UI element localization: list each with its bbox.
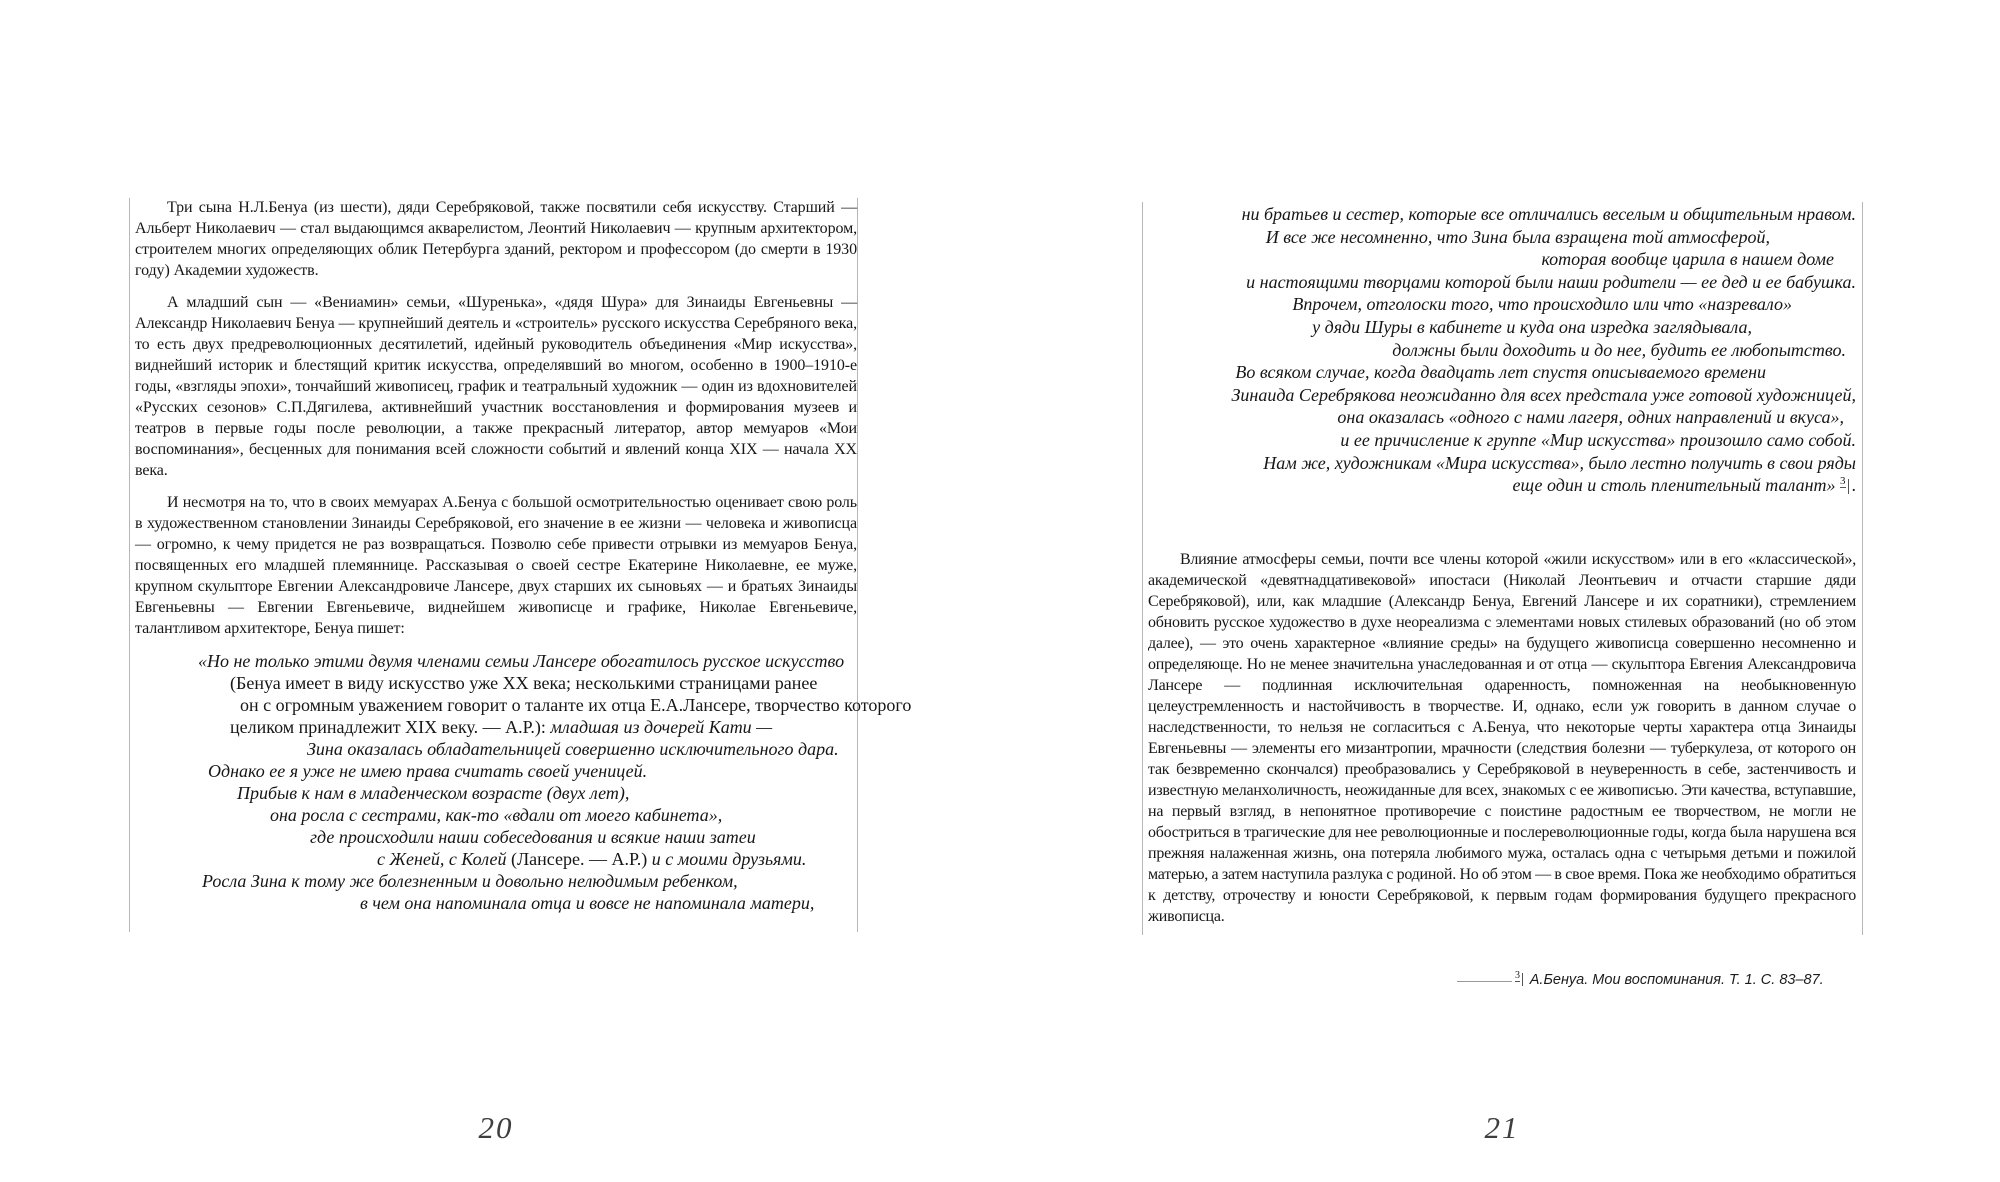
quote-line bbox=[230, 716, 857, 738]
footnote-text: А.Бенуа. Мои воспоминания. Т. 1. С. 83–87. bbox=[1529, 972, 1824, 988]
quote-segment-italic: Росла Зина к тому же болезненным и довольно нелюдимым ребенком, bbox=[202, 871, 738, 891]
column-rule-left-page-right bbox=[857, 198, 858, 932]
quote-segment-italic: и настоящими творцами которой были наши родители — ее дед и ее бабушка. bbox=[1246, 271, 1856, 292]
quote-line bbox=[198, 650, 857, 672]
column-rule-right-page-right bbox=[1862, 202, 1863, 935]
quote-segment-italic: она росла с сестрами, как-то «вдали от моего кабинета», bbox=[270, 805, 723, 825]
quote-line bbox=[1148, 203, 1856, 226]
quote-segment-italic: еще один и столь пленительный талант» bbox=[1512, 475, 1840, 496]
quote-line bbox=[1148, 429, 1856, 452]
column-rule-left-page-left bbox=[129, 198, 130, 932]
quote-line bbox=[377, 848, 857, 870]
benua-quote-block-right bbox=[1148, 203, 1856, 497]
paragraph-alexander-benua: А младший сын — «Вениамин» семьи, «Шуренька», «дядя Шура» для Зинаиды Евгеньевны — Александр Николаевич Бенуа — крупнейший деятель и «строитель» русского искусства Серебряного века, то есть двух предреволюционных десятилетий, идейный руководитель объединения «Мир искусства», виднейший историк и блестящий критик искусства, определявший во многом, особенно в 1900–1910-е годы, «взгляды эпохи», тончайший живописец, график и театральный художник — один из вдохновителей «Русских сезонов» С.П.Дягилева, активнейший участник восстановления и формирования музеев и театров в первые годы после революции, а также прекрасный литератор, автор мемуаров «Мои воспоминания», бесценных для понимания всей сложности событий и явлений конца XIX — начала XX века. bbox=[135, 294, 857, 479]
footnote-marker-bar bbox=[1522, 973, 1523, 986]
quote-line bbox=[310, 826, 857, 848]
quote-segment-italic: должны были доходить и до нее, будить ее любопытство. bbox=[1392, 339, 1846, 360]
quote-segment-italic: она оказалась «одного с нами лагеря, одних направлений и вкуса», bbox=[1337, 407, 1844, 428]
benua-quote-block-left bbox=[135, 650, 912, 914]
quote-line bbox=[1148, 361, 1766, 384]
quote-line bbox=[360, 892, 857, 914]
quote-segment-italic: с Женей, с Колей bbox=[377, 849, 511, 869]
quote-segment-italic: Во всяком случае, когда двадцать лет спустя описываемого времени bbox=[1235, 362, 1766, 383]
quote-segment-roman: он с огромным уважением говорит о таланте их отца Е.А.Лансере, творчество которого bbox=[240, 695, 912, 715]
quote-segment-roman: (Лансере. — А.Р.) bbox=[510, 849, 648, 869]
quote-line bbox=[1148, 384, 1856, 407]
paragraph-family-influence: Влияние атмосферы семьи, почти все члены которой «жили искусством» или в его «классической», академической «девятнадцативековой» ипостаси (Николай Леонтьевич и отчасти старшие дяди Серебряковой), или, как младшие (Александр Бенуа, Евгений Лансере и их соратники), стремлением обновить русское художество в духе неореализма с элементами новых стилевых образований (но об этом далее), — это очень характерное «влияние среды» на будущего живописца совершенно несомненно и определяюще. Но не менее значительна унаследованная и от отца — скульптора Евгения Александровича Лансере — подлинная исключительная одаренность, помноженная на необыкновенную целеустремленность и настойчивость в творчестве. И, однако, если уж говорить в данном случае о наследственности, то нельзя не согласиться с А.Бенуа, что некоторые черты характера отца Зинаиды Евгеньевны — элементы его мизантропии, мрачности (следствия болезни — туберкулеза, от которого он так безвременно скончался) преобразовались у Серебряковой в неуверенность в себе, застенчивость и известную меланхоличность, неожиданные для всех, знакомых с ее живописью. Эти качества, вступавшие, на первый взгляд, в непонятное противоречие с поистине радостным ее творчеством, не могли не обостриться в трагические для нее революционные и послереволюционные годы, когда была нарушена вся прежняя налаженная жизнь, она потеряла любимого мужа, осталась одна с четырьмя детьми и пожилой матерью, а затем наступила разлука с родиной. Но об этом — в свое время. Пока же необходимо обратиться к детству, отрочеству и юности Серебряковой, к первым годам формирования будущего прекрасного живописца. bbox=[1148, 550, 1856, 925]
quote-segment-italic: в чем она напоминала отца и вовсе не напоминала матери, bbox=[360, 893, 815, 913]
quote-segment-italic: и ее причисление к группе «Мир искусства» произошло само собой. bbox=[1340, 429, 1856, 450]
quote-segment-italic: Впрочем, отголоски того, что происходило или что «назревало» bbox=[1292, 294, 1792, 315]
quote-line bbox=[1148, 474, 1856, 497]
quote-line bbox=[307, 738, 857, 760]
page-21-text-column bbox=[1148, 203, 1856, 938]
quote-segment-italic: «Но не только этими двумя членами семьи Лансере обогатилось русское искусство bbox=[198, 651, 845, 671]
page-20-text-column bbox=[135, 197, 912, 914]
quote-segment-italic: ни братьев и сестер, которые все отличались веселым и общительным нравом. bbox=[1241, 204, 1856, 224]
quote-line bbox=[202, 870, 857, 892]
quote-segment-italic: младшая из дочерей Кати — bbox=[550, 717, 773, 737]
quote-segment-roman: (Бенуа имеет в виду искусство уже XX века; несколькими страницами ранее bbox=[230, 673, 818, 693]
quote-segment-italic: Зинаида Серебрякова неожиданно для всех предстала уже готовой художницей, bbox=[1231, 384, 1856, 405]
quote-segment-italic: Однако ее я уже не имею права считать своей ученицей. bbox=[208, 761, 648, 781]
footnote-marker: 3 bbox=[1515, 970, 1520, 981]
quote-line bbox=[208, 760, 857, 782]
page-number-right: 21 bbox=[1484, 1110, 1520, 1145]
quote-line bbox=[1148, 271, 1856, 294]
quote-segment-italic: Прибыв к нам в младенческом возрасте (двух лет), bbox=[237, 783, 630, 803]
quote-line bbox=[1148, 406, 1844, 429]
footnote bbox=[1457, 972, 1824, 989]
quote-segment-roman: . bbox=[1851, 475, 1856, 496]
quote-segment-italic: где происходили наши собеседования и всякие наши затеи bbox=[310, 827, 756, 847]
quote-line bbox=[1148, 452, 1856, 475]
quote-line bbox=[1148, 248, 1834, 271]
quote-segment-italic: и с моими друзьями. bbox=[647, 849, 807, 869]
quote-line bbox=[1148, 339, 1846, 362]
quote-line bbox=[230, 672, 857, 694]
column-rule-right-page-left bbox=[1142, 202, 1143, 935]
quote-segment-italic: которая вообще царила в нашем доме bbox=[1541, 249, 1834, 270]
footnote-reference: 3 bbox=[1840, 475, 1846, 488]
quote-segment-italic: Нам же, художникам «Мира искусства», было лестно получить в свои ряды bbox=[1263, 452, 1856, 473]
quote-line bbox=[240, 694, 912, 716]
quote-segment-roman: целиком принадлежит XIX веку. — А.Р.): bbox=[230, 717, 551, 737]
quote-segment-italic: у дяди Шуры в кабинете и куда она изредка заглядывала, bbox=[1312, 316, 1752, 337]
footnote-divider-line bbox=[1457, 981, 1512, 982]
page-number-left: 20 bbox=[478, 1110, 514, 1145]
quote-line bbox=[1148, 316, 1752, 339]
quote-line bbox=[270, 804, 857, 826]
quote-segment-italic: И все же несомненно, что Зина была взращена той атмосферой, bbox=[1265, 226, 1770, 247]
paragraph-memoirs-intro: И несмотря на то, что в своих мемуарах А.Бенуа с большой осмотрительностью оценивает свою роль в художественном становлении Зинаиды Серебряковой, его значение в ее жизни — человека и живописца — огромно, к чему придется не раз возвращаться. Позволю себе привести отрывки из мемуаров Бенуа, посвященных его младшей племяннице. Рассказывая о своей сестре Екатерине Николаевне, ее муже, крупном скульпторе Евгении Александровиче Лансере, двух старших их сыновьях — и братьях Зинаиды Евгеньевны — Евгении Евгеньевиче, виднейшем живописце и графике, Николае Евгеньевиче, талантливом архитекторе, Бенуа пишет: bbox=[135, 494, 857, 637]
paragraph-benua-sons: Три сына Н.Л.Бенуа (из шести), дяди Серебряковой, также посвятили себя искусству. Старший — Альберт Николаевич — стал выдающимся акварелистом, Леонтий Николаевич — крупным архитектором, строителем многих определяющих облик Петербурга зданий, ректором и профессором (до смерти в 1930 году) Академии художеств. bbox=[135, 199, 857, 279]
quote-line bbox=[1148, 226, 1770, 249]
quote-line bbox=[237, 782, 857, 804]
quote-line bbox=[1148, 293, 1792, 316]
footnote-reference-bar bbox=[1848, 479, 1849, 494]
quote-segment-italic: Зина оказалась обладательницей совершенно исключительного дара. bbox=[307, 739, 839, 759]
